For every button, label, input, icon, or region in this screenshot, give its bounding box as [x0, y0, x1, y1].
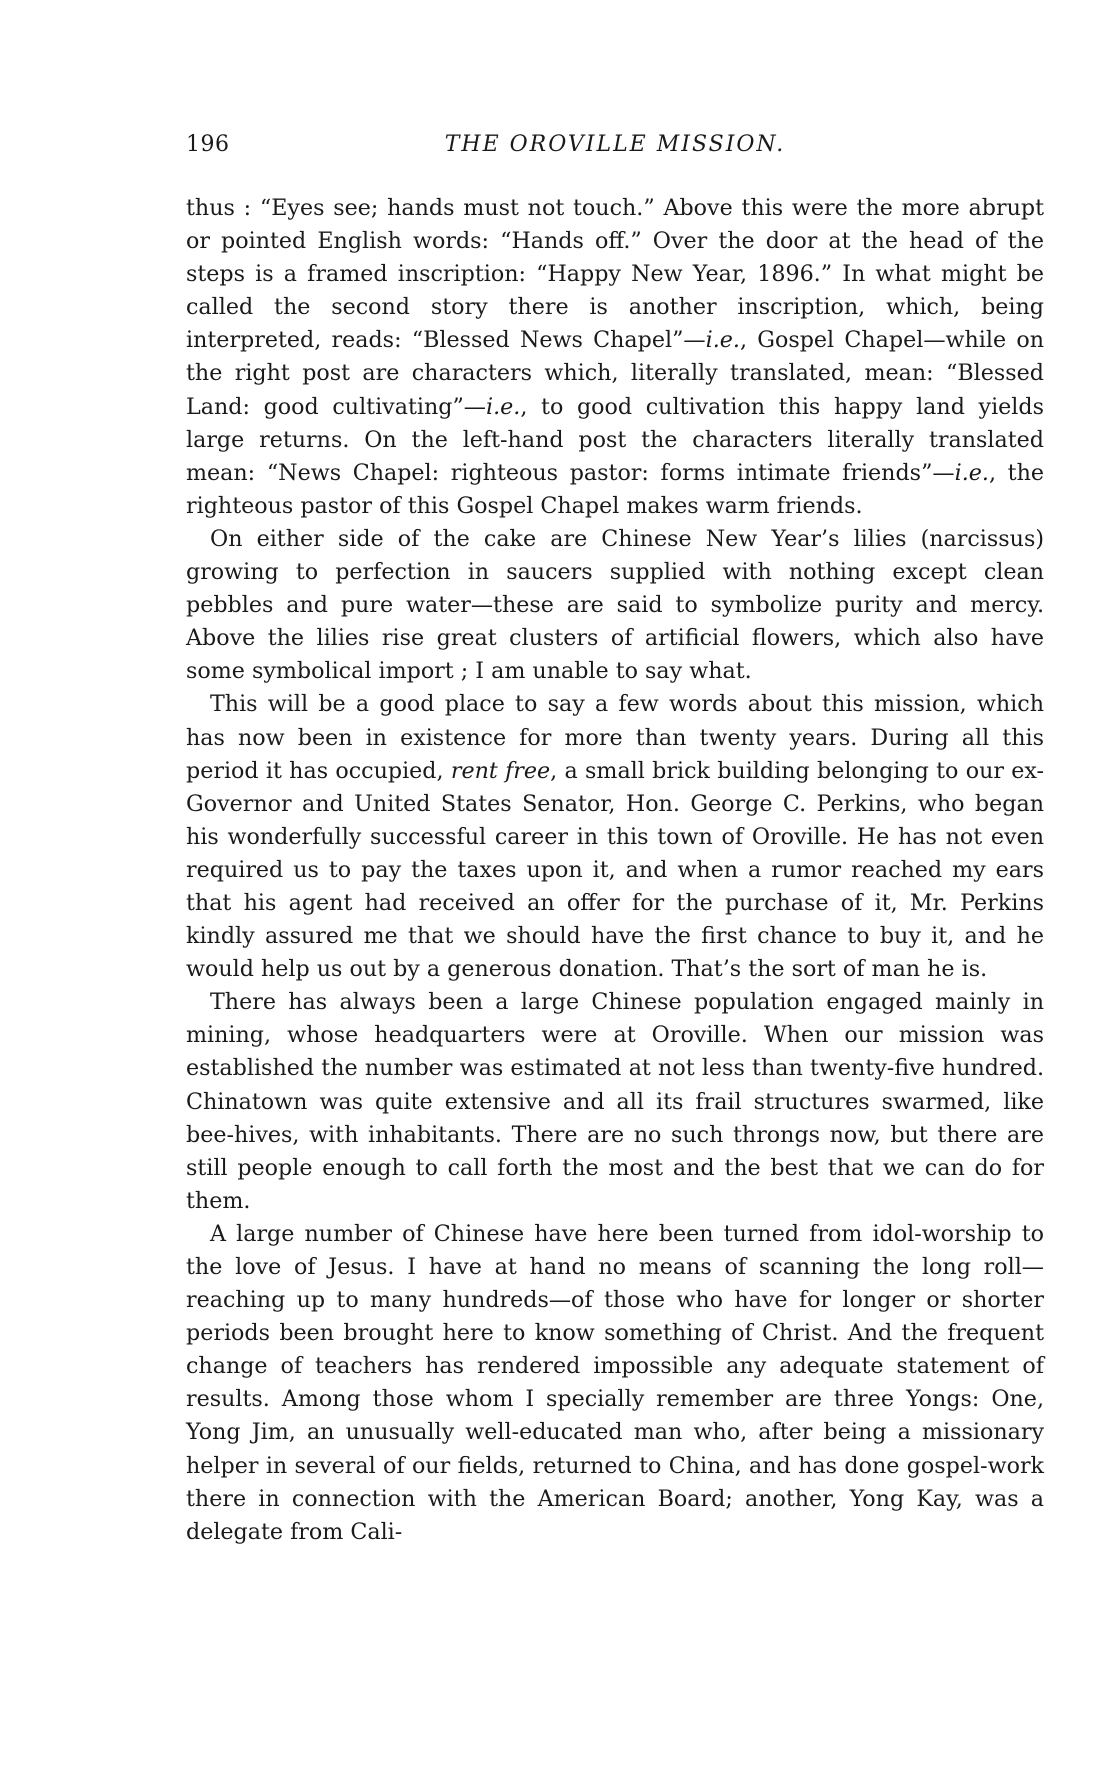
paragraph-4: [186, 986, 1044, 1218]
text-span: On either side of the cake are Chinese New Year’s lilies (narcissus) growing to perfection in saucers supplied with nothing except clean pebbles and pure water—these are said to symbolize purity and mercy. Above the lilies rise great clusters of artificial flowers, which also have some symbolical import ; I am unable to say what.: [186, 525, 1044, 685]
paragraph-1: [186, 192, 1044, 523]
italic-text-span: i.e.: [485, 393, 521, 420]
italic-text-span: i.e.: [705, 327, 740, 354]
text-span: , to good cultivation this happy land yields large returns. On the left-hand post the characters literally translated mean: “News Chapel: righteous pastor: forms intimate friends”—: [186, 393, 1044, 486]
text-span: There has always been a large Chinese population engaged mainly in mining, whose headquarters were at Oroville. When our mission was established the number was estimated at not less than twenty-five hundred. Chinatown was quite extensive and all its frail structures swarmed, like bee-hives, with inhabitants. There are no such throngs now, but there are still people enough to call forth the most and the best that we can do for them.: [186, 989, 1044, 1214]
italic-text-span: rent free: [450, 757, 551, 784]
text-span: A large number of Chinese have here been turned from idol-worship to the love of Jesus. I have at hand no means of scanning the long roll—reaching up to many hundreds—of those who have for longer or shorter periods been brought here to know something of Christ. And the frequent change of teachers has rendered impossible any adequate statement of results. Among those whom I specially remember are three Yongs: One, Yong Jim, an unusually well-educated man who, after being a missionary helper in several of our fields, returned to China, and has done gospel-work there in connection with the American Board; another, Yong Kay, was a delegate from Cali-: [186, 1220, 1044, 1545]
page-number: 196: [186, 132, 230, 157]
body-text: [186, 192, 1044, 1549]
italic-text-span: i.e.: [954, 459, 989, 486]
running-title: THE OROVILLE MISSION.: [444, 132, 786, 157]
text-span: thus : “Eyes see; hands must not touch.” Above this were the more abrupt or pointed English words: “Hands off.” Over the door at the head of the steps is a framed inscription: “Happy New Year, 1896.” In what might be called the second story there is another inscription, which, being interpreted, reads: “Blessed News Chapel”—: [186, 195, 1044, 354]
paragraph-5: [186, 1218, 1044, 1549]
page-header: [186, 132, 1044, 166]
text-span: , the righteous pastor of this Gospel Chapel makes warm friends.: [186, 459, 1044, 519]
paragraph-3: [186, 688, 1044, 986]
text-span: This will be a good place to say a few words about this mission, which has now been in existence for more than twenty years. During all this period it has occupied,: [186, 691, 1044, 784]
text-span: , Gospel Chapel—while on the right post are characters which, literally translated, mean: “Blessed Land: good cultivating”—: [186, 327, 1044, 420]
paragraph-2: [186, 523, 1044, 688]
text-span: , a small brick building belonging to our ex-Governor and United States Senator, Hon. George C. Perkins, who began his wonderfully successful career in this town of Oroville. He has not even required us to pay the taxes upon it, and when a rumor reached my ears that his agent had received an offer for the purchase of it, Mr. Perkins kindly assured me that we should have the first chance to buy it, and he would help us out by a generous donation. That’s the sort of man he is.: [186, 757, 1044, 983]
